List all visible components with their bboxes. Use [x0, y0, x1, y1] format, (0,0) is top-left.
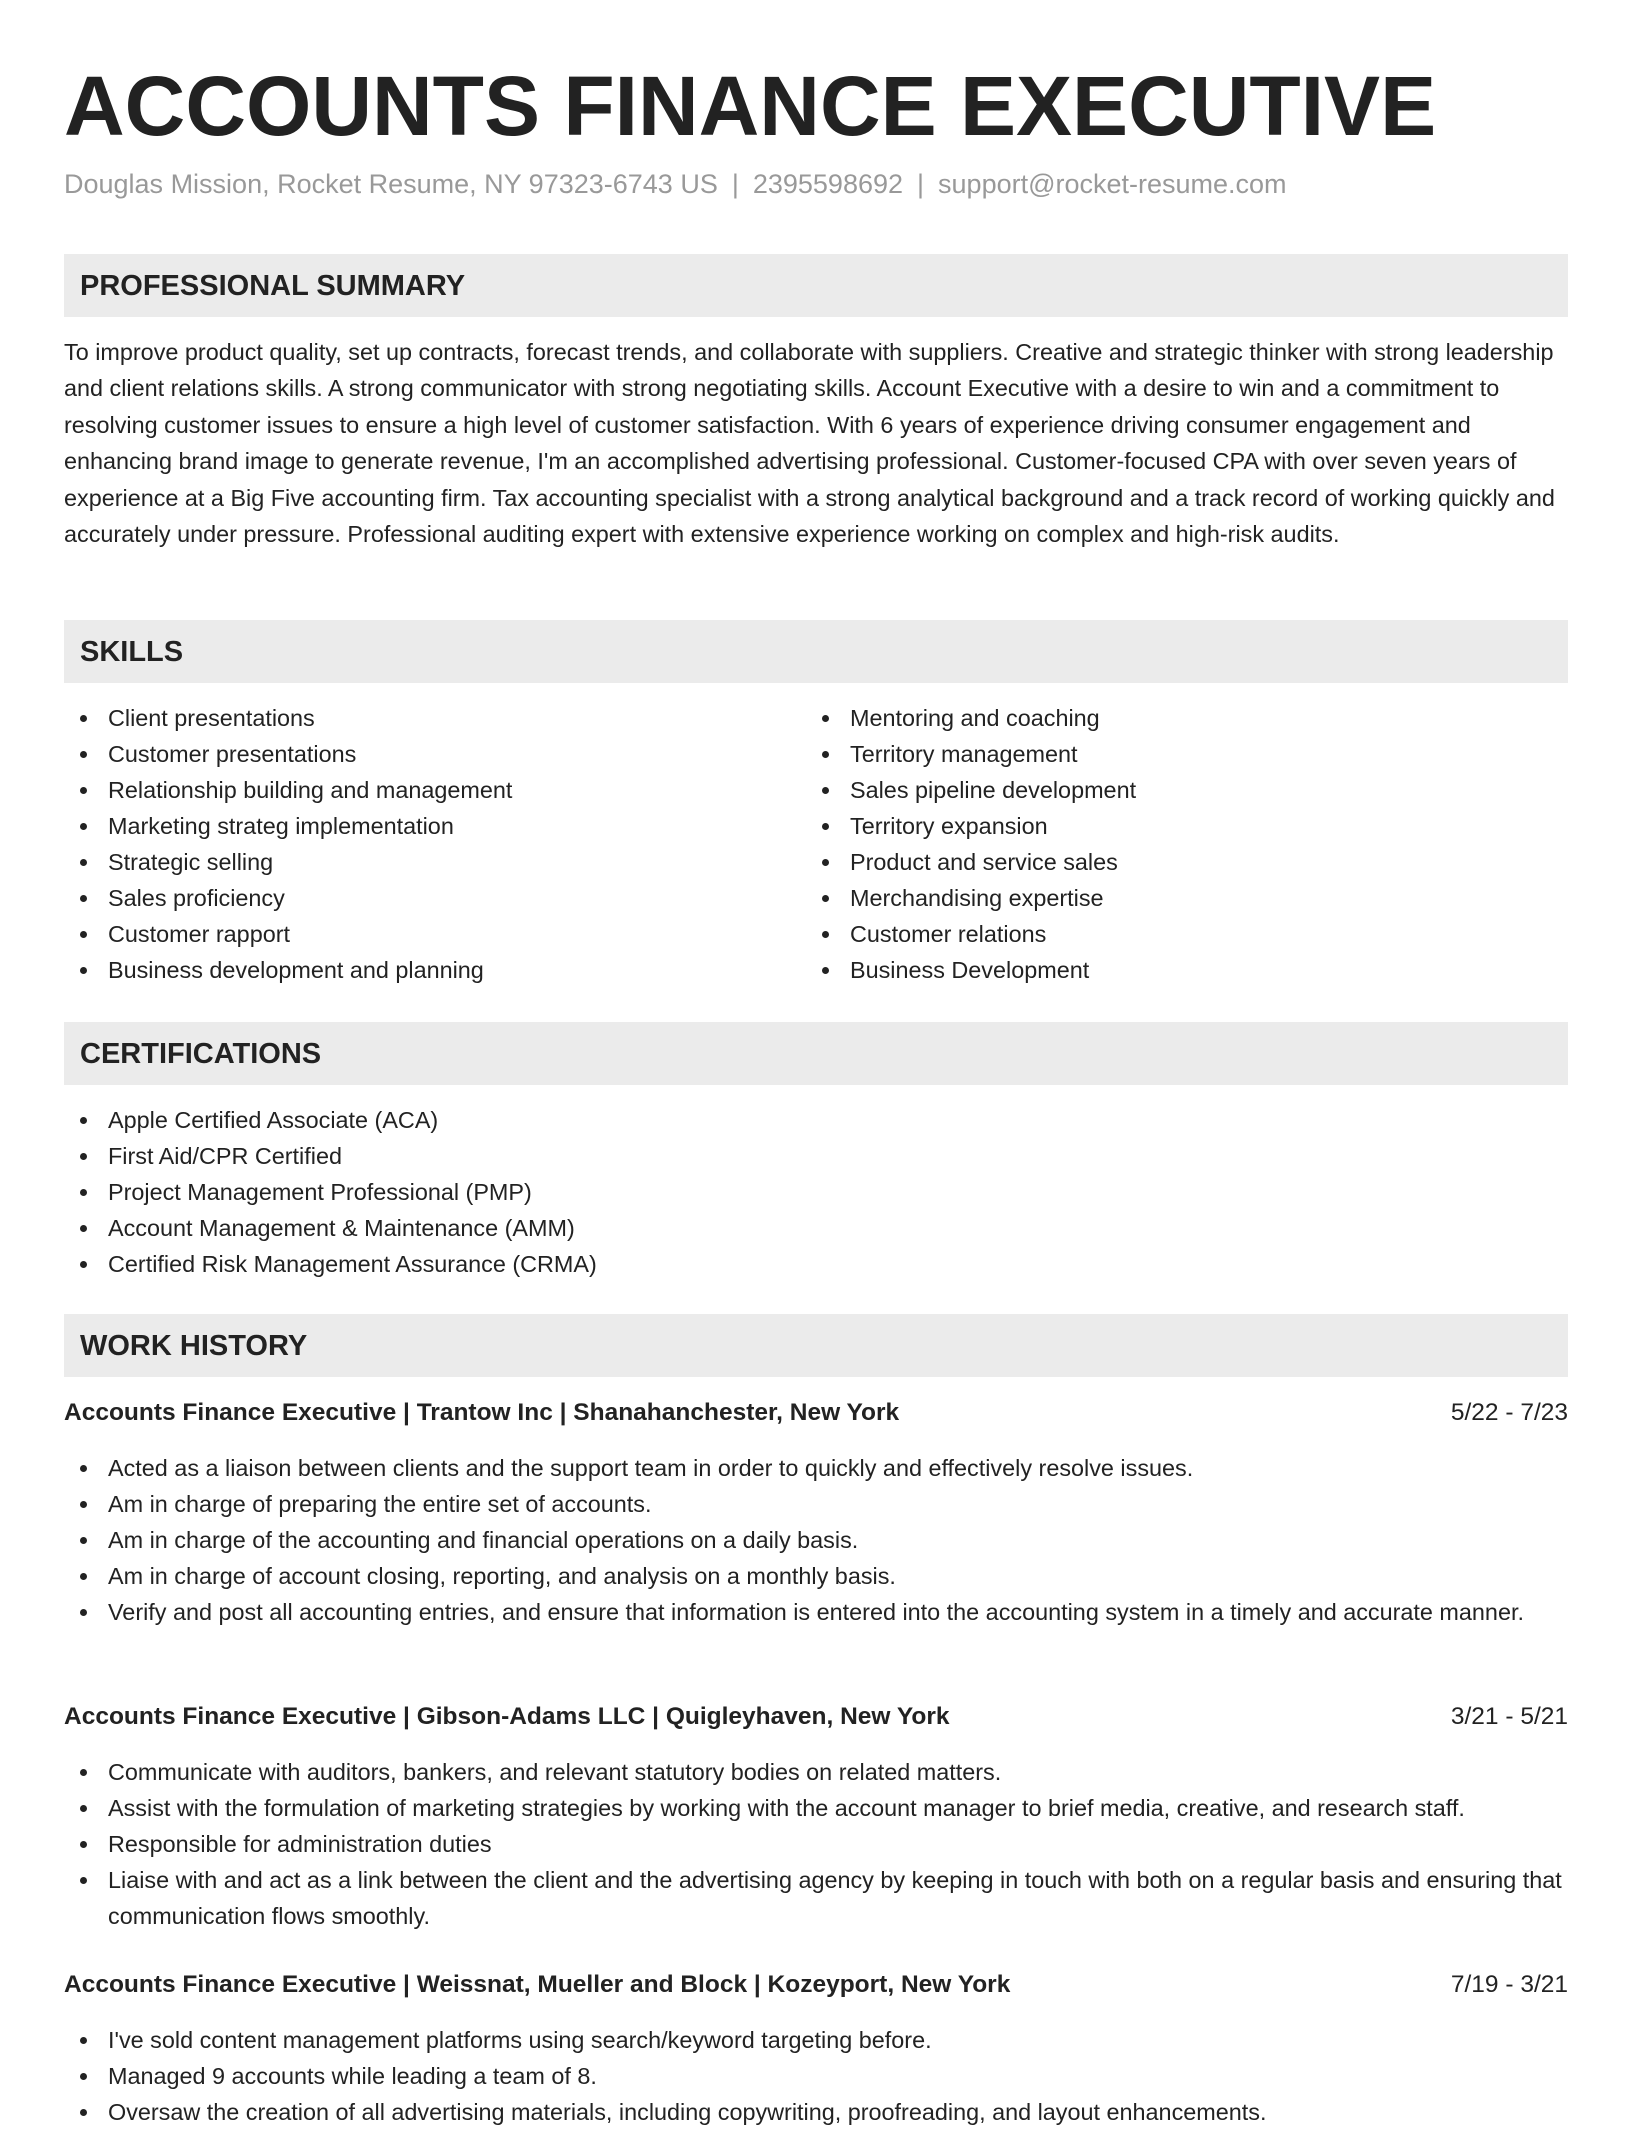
certification-item: First Aid/CPR Certified [64, 1138, 1568, 1174]
skill-item: Customer relations [806, 916, 1546, 952]
skill-item: Mentoring and coaching [806, 700, 1546, 736]
certification-item: Project Management Professional (PMP) [64, 1174, 1568, 1210]
job-title: Accounts Finance Executive | Weissnat, Mueller and Block | Kozeyport, New York [64, 1971, 1011, 1998]
certifications-heading: CERTIFICATIONS [80, 1038, 322, 1070]
skill-item: Territory management [806, 736, 1546, 772]
job-bullet: Am in charge of the accounting and financial operations on a daily basis. [64, 1522, 1568, 1558]
skill-item: Product and service sales [806, 844, 1546, 880]
skill-item: Customer rapport [64, 916, 804, 952]
skills-list-right [806, 700, 1546, 988]
job-bullet: Managed 9 accounts while leading a team of 8. [64, 2058, 1568, 2094]
certification-item: Account Management & Maintenance (AMM) [64, 1210, 1568, 1246]
job-title: Accounts Finance Executive | Trantow Inc | Shanahanchester, New York [64, 1399, 900, 1426]
job-bullet: Acted as a liaison between clients and the support team in order to quickly and effectively resolve issues. [64, 1450, 1568, 1486]
contact-separator: | [731, 169, 739, 199]
job-bullet: Liaise with and act as a link between the client and the advertising agency by keeping in touch with both on a regular basis and ensuring that communication flows smoothly. [64, 1862, 1568, 1934]
job-bullet: Verify and post all accounting entries, and ensure that information is entered into the accounting system in a timely and accurate manner. [64, 1594, 1568, 1630]
certification-item: Certified Risk Management Assurance (CRMA) [64, 1246, 1568, 1282]
job-bullets [64, 1754, 1568, 1934]
summary-heading: PROFESSIONAL SUMMARY [80, 270, 466, 302]
job-dates: 7/19 - 3/21 [1450, 1971, 1568, 1998]
job-bullet: I've sold content management platforms using search/keyword targeting before. [64, 2022, 1568, 2058]
skill-item: Strategic selling [64, 844, 804, 880]
job-bullet: Assist with the formulation of marketing strategies by working with the account manager to brief media, creative, and research staff. [64, 1790, 1568, 1826]
skills-heading: SKILLS [80, 636, 184, 668]
skill-item: Merchandising expertise [806, 880, 1546, 916]
skill-item: Territory expansion [806, 808, 1546, 844]
skill-item: Client presentations [64, 700, 804, 736]
contact-line [64, 166, 1287, 202]
skills-list-left [64, 700, 804, 988]
job-bullet: Am in charge of account closing, reporting, and analysis on a monthly basis. [64, 1558, 1568, 1594]
certification-item: Apple Certified Associate (ACA) [64, 1102, 1568, 1138]
job-bullet: Communicate with auditors, bankers, and relevant statutory bodies on related matters. [64, 1754, 1568, 1790]
job-bullet: Responsible for administration duties [64, 1826, 1568, 1862]
skill-item: Business development and planning [64, 952, 804, 988]
job-dates: 3/21 - 5/21 [1450, 1703, 1568, 1730]
contact-phone: 2395598692 [752, 169, 904, 199]
skill-item: Sales proficiency [64, 880, 804, 916]
work-section-header [64, 1314, 1568, 1377]
skill-item: Relationship building and management [64, 772, 804, 808]
certifications-list [64, 1102, 1568, 1282]
skill-item: Sales pipeline development [806, 772, 1546, 808]
job-bullets [64, 1450, 1568, 1630]
certifications-section-header [64, 1022, 1568, 1085]
skills-section-header [64, 620, 1568, 683]
job-bullet: Oversaw the creation of all advertising materials, including copywriting, proofreading, and layout enhancements. [64, 2094, 1568, 2130]
skill-item: Marketing strateg implementation [64, 808, 804, 844]
job-dates: 5/22 - 7/23 [1450, 1399, 1568, 1426]
contact-email: support@rocket-resume.com [938, 169, 1287, 199]
job-title: Accounts Finance Executive | Gibson-Adams LLC | Quigleyhaven, New York [64, 1703, 950, 1730]
skill-item: Business Development [806, 952, 1546, 988]
contact-address: Douglas Mission, Rocket Resume, NY 97323-6743 US [64, 169, 718, 199]
summary-section-header [64, 254, 1568, 317]
job-bullet: Am in charge of preparing the entire set of accounts. [64, 1486, 1568, 1522]
contact-separator: | [917, 169, 925, 199]
summary-text: To improve product quality, set up contracts, forecast trends, and collaborate with suppliers. Creative and strategic thinker with strong leadership and client relations skills. A strong communicator with strong negotiating skills. Account Executive with a desire to win and a commitment to resolving customer issues to ensure a high level of customer satisfaction. With 6 years of experience driving consumer engagement and enhancing brand image to generate revenue, I'm an accomplished advertising professional. Customer-focused CPA with over seven years of experience at a Big Five accounting firm. Tax accounting specialist with a strong analytical background and a track record of working quickly and accurately under pressure. Professional auditing expert with extensive experience working on complex and high-risk audits. [64, 339, 1555, 548]
skill-item: Customer presentations [64, 736, 804, 772]
job-bullets [64, 2022, 1568, 2130]
work-heading: WORK HISTORY [80, 1330, 308, 1362]
resume-name: ACCOUNTS FINANCE EXECUTIVE [64, 59, 1437, 153]
